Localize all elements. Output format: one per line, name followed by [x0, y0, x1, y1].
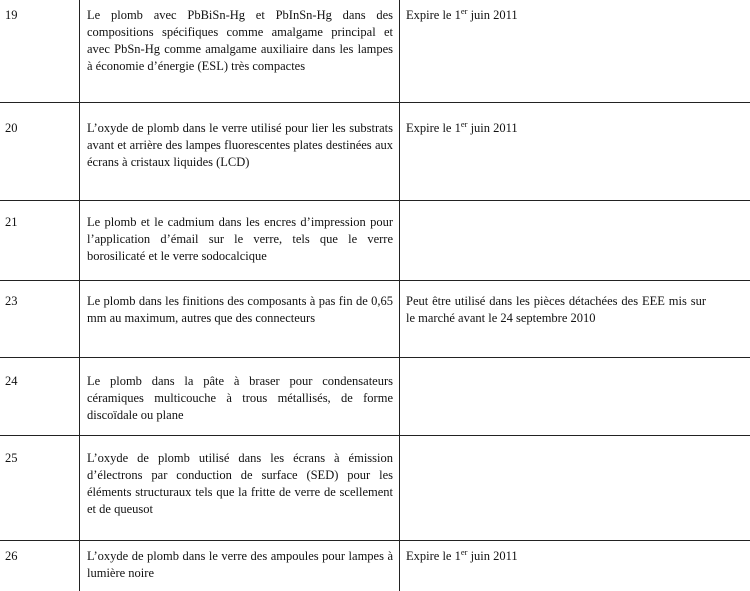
note-text: juin 2011	[467, 121, 518, 135]
row-number: 20	[5, 121, 18, 135]
row-description: L’oxyde de plomb utilisé dans les écrans à émission d’électrons par conduction de surface (SED) pour les éléments structuraux tels que la fritte de verre de scellement et de queusot	[87, 451, 393, 516]
row-number: 24	[5, 374, 18, 388]
row-number: 23	[5, 294, 18, 308]
row-description: Le plomb dans la pâte à braser pour condensateurs céramiques multicouche à trous métallisés, de forme discoïdale ou plane	[87, 374, 393, 422]
row-divider	[0, 357, 750, 358]
row-number: 19	[5, 8, 18, 22]
row-description: Le plomb avec PbBiSn-Hg et PbInSn-Hg dans des compositions spécifiques comme amalgame principal et avec PbSn-Hg comme amalgame auxiliaire dans les lampes à économie d’énergie (ESL) très compactes	[87, 8, 393, 73]
row-divider	[0, 200, 750, 201]
note-superscript: er	[460, 5, 468, 16]
note-text: juin 2011	[467, 549, 518, 563]
row-description: Le plomb et le cadmium dans les encres d’impression pour l’application d’émail sur le verre, tels que le verre borosilicaté et le verre sodocalcique	[87, 215, 393, 263]
note-text: Expire le 1	[406, 121, 461, 135]
note-superscript: er	[460, 118, 468, 129]
note-text: Expire le 1	[406, 549, 461, 563]
note-superscript: er	[460, 546, 468, 557]
note-text: juin 2011	[467, 8, 518, 22]
row-description: L’oxyde de plomb dans le verre utilisé pour lier les substrats avant et arrière des lampes fluorescentes plates destinées aux écrans à cristaux liquides (LCD)	[87, 121, 393, 169]
row-number: 21	[5, 215, 18, 229]
column-divider-2	[399, 0, 400, 591]
row-divider	[0, 435, 750, 436]
row-divider	[0, 540, 750, 541]
row-description: Le plomb dans les finitions des composants à pas fin de 0,65 mm au maximum, autres que des connecteurs	[87, 294, 393, 325]
note-text: Expire le 1	[406, 8, 461, 22]
row-description: L’oxyde de plomb dans le verre des ampoules pour lampes à lumière noire	[87, 549, 393, 580]
row-note	[406, 120, 706, 137]
row-note	[406, 548, 706, 565]
column-divider-1	[79, 0, 80, 591]
row-note	[406, 7, 706, 24]
row-number: 25	[5, 451, 18, 465]
row-note: Peut être utilisé dans les pièces détachées des EEE mis sur le marché avant le 24 septembre 2010	[406, 294, 706, 325]
row-number: 26	[5, 549, 18, 563]
row-divider	[0, 102, 750, 103]
row-divider	[0, 280, 750, 281]
